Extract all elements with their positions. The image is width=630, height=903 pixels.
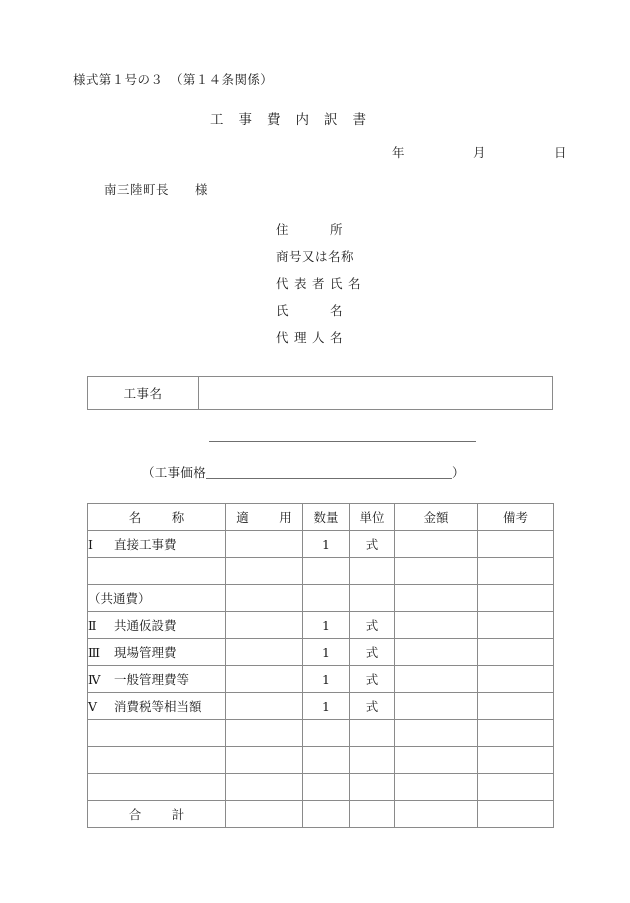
row-qty-cell[interactable]: 1 <box>303 612 350 639</box>
row-amount-cell[interactable] <box>395 774 478 801</box>
row-note-cell[interactable] <box>478 558 554 585</box>
row-unit-cell[interactable] <box>350 585 395 612</box>
row-numeral: Ⅱ <box>88 618 97 633</box>
row-name-cell[interactable] <box>88 774 226 801</box>
form-number: 様式第１号の３ （第１４条関係） <box>73 72 274 87</box>
row-name-cell[interactable] <box>88 720 226 747</box>
row-note-cell[interactable] <box>478 693 554 720</box>
applicant-block <box>276 216 366 351</box>
row-amount-cell[interactable] <box>395 585 478 612</box>
row-name-cell <box>88 612 226 639</box>
row-amount-cell[interactable] <box>395 720 478 747</box>
row-apply-cell[interactable] <box>226 720 303 747</box>
row-note-cell[interactable] <box>478 612 554 639</box>
row-apply-cell[interactable] <box>226 639 303 666</box>
row-note-cell[interactable] <box>478 666 554 693</box>
row-name-cell <box>88 693 226 720</box>
row-note-cell[interactable] <box>478 531 554 558</box>
row-name-cell: （共通費） <box>88 585 226 612</box>
total-note-cell[interactable] <box>478 801 554 828</box>
applicant-row-agent-name: 代理人名 <box>276 330 349 345</box>
project-name-label: 工事名 <box>88 377 199 409</box>
row-qty-cell[interactable]: 1 <box>303 531 350 558</box>
table-row <box>88 747 554 774</box>
row-amount-cell[interactable] <box>395 612 478 639</box>
total-label: 合 計 <box>88 801 226 828</box>
row-amount-cell[interactable] <box>395 693 478 720</box>
row-numeral: Ⅰ <box>88 537 93 552</box>
row-amount-cell[interactable] <box>395 558 478 585</box>
row-name-cell <box>88 666 226 693</box>
col-header-unit: 単位 <box>350 504 395 531</box>
row-unit-cell[interactable]: 式 <box>350 531 395 558</box>
table-row <box>88 639 554 666</box>
table-row <box>88 693 554 720</box>
row-numeral: Ⅳ <box>88 672 101 687</box>
row-qty-cell[interactable] <box>303 585 350 612</box>
row-unit-cell[interactable]: 式 <box>350 612 395 639</box>
applicant-row-company-name: 商号又は名称 <box>276 249 355 264</box>
row-name-cell <box>88 639 226 666</box>
row-unit-cell[interactable] <box>350 558 395 585</box>
row-numeral: Ⅴ <box>88 699 98 714</box>
row-note-cell[interactable] <box>478 747 554 774</box>
row-label: 一般管理費等 <box>114 672 190 687</box>
col-header-apply: 適 用 <box>226 504 303 531</box>
row-unit-cell[interactable]: 式 <box>350 639 395 666</box>
project-name-value[interactable] <box>199 377 552 409</box>
row-name-cell <box>88 531 226 558</box>
total-unit-cell[interactable] <box>350 801 395 828</box>
col-header-note: 備考 <box>478 504 554 531</box>
row-qty-cell[interactable] <box>303 747 350 774</box>
table-row <box>88 558 554 585</box>
table-row <box>88 531 554 558</box>
construction-price-suffix: ） <box>452 465 465 480</box>
total-price-rule <box>209 441 476 442</box>
construction-price-prefix: （工事価格 <box>142 465 207 480</box>
row-note-cell[interactable] <box>478 585 554 612</box>
row-unit-cell[interactable] <box>350 747 395 774</box>
applicant-row-address: 住 所 <box>276 222 358 237</box>
row-apply-cell[interactable] <box>226 612 303 639</box>
row-apply-cell[interactable] <box>226 774 303 801</box>
addressee: 南三陸町長 様 <box>104 182 209 197</box>
row-apply-cell[interactable] <box>226 558 303 585</box>
row-apply-cell[interactable] <box>226 666 303 693</box>
row-label: 消費税等相当額 <box>114 699 202 714</box>
document-title: 工事費内訳書 <box>210 112 381 128</box>
row-label: 現場管理費 <box>114 645 177 660</box>
table-row <box>88 612 554 639</box>
row-qty-cell[interactable] <box>303 558 350 585</box>
row-qty-cell[interactable] <box>303 774 350 801</box>
row-label: 直接工事費 <box>114 537 177 552</box>
row-note-cell[interactable] <box>478 774 554 801</box>
applicant-row-name: 氏 名 <box>276 303 358 318</box>
construction-price-blank[interactable] <box>206 478 452 479</box>
row-numeral: Ⅲ <box>88 645 101 660</box>
construction-price-line <box>142 463 465 481</box>
total-qty-cell[interactable] <box>303 801 350 828</box>
row-name-cell[interactable] <box>88 747 226 774</box>
table-row <box>88 666 554 693</box>
row-unit-cell[interactable]: 式 <box>350 693 395 720</box>
row-unit-cell[interactable] <box>350 720 395 747</box>
row-apply-cell[interactable] <box>226 747 303 774</box>
row-unit-cell[interactable]: 式 <box>350 666 395 693</box>
total-apply-cell[interactable] <box>226 801 303 828</box>
row-apply-cell[interactable] <box>226 531 303 558</box>
cost-breakdown-table <box>87 503 554 828</box>
table-header-row <box>88 504 554 531</box>
date-line: 年 月 日 <box>392 145 595 160</box>
table-row <box>88 585 554 612</box>
applicant-row-representative: 代表者氏名 <box>276 276 367 291</box>
table-total-row <box>88 801 554 828</box>
row-qty-cell[interactable]: 1 <box>303 693 350 720</box>
row-amount-cell[interactable] <box>395 666 478 693</box>
row-note-cell[interactable] <box>478 720 554 747</box>
col-header-quantity: 数量 <box>303 504 350 531</box>
row-amount-cell[interactable] <box>395 747 478 774</box>
row-unit-cell[interactable] <box>350 774 395 801</box>
row-amount-cell[interactable] <box>395 531 478 558</box>
row-qty-cell[interactable]: 1 <box>303 666 350 693</box>
row-amount-cell[interactable] <box>395 639 478 666</box>
row-apply-cell[interactable] <box>226 693 303 720</box>
row-qty-cell[interactable] <box>303 720 350 747</box>
total-amount-cell[interactable] <box>395 801 478 828</box>
row-label: 共通仮設費 <box>114 618 177 633</box>
row-apply-cell[interactable] <box>226 585 303 612</box>
col-header-amount: 金額 <box>395 504 478 531</box>
col-header-name: 名 称 <box>88 504 226 531</box>
row-qty-cell[interactable]: 1 <box>303 639 350 666</box>
row-note-cell[interactable] <box>478 639 554 666</box>
row-name-cell <box>88 558 226 585</box>
table-row <box>88 774 554 801</box>
table-row <box>88 720 554 747</box>
project-name-box <box>87 376 553 410</box>
